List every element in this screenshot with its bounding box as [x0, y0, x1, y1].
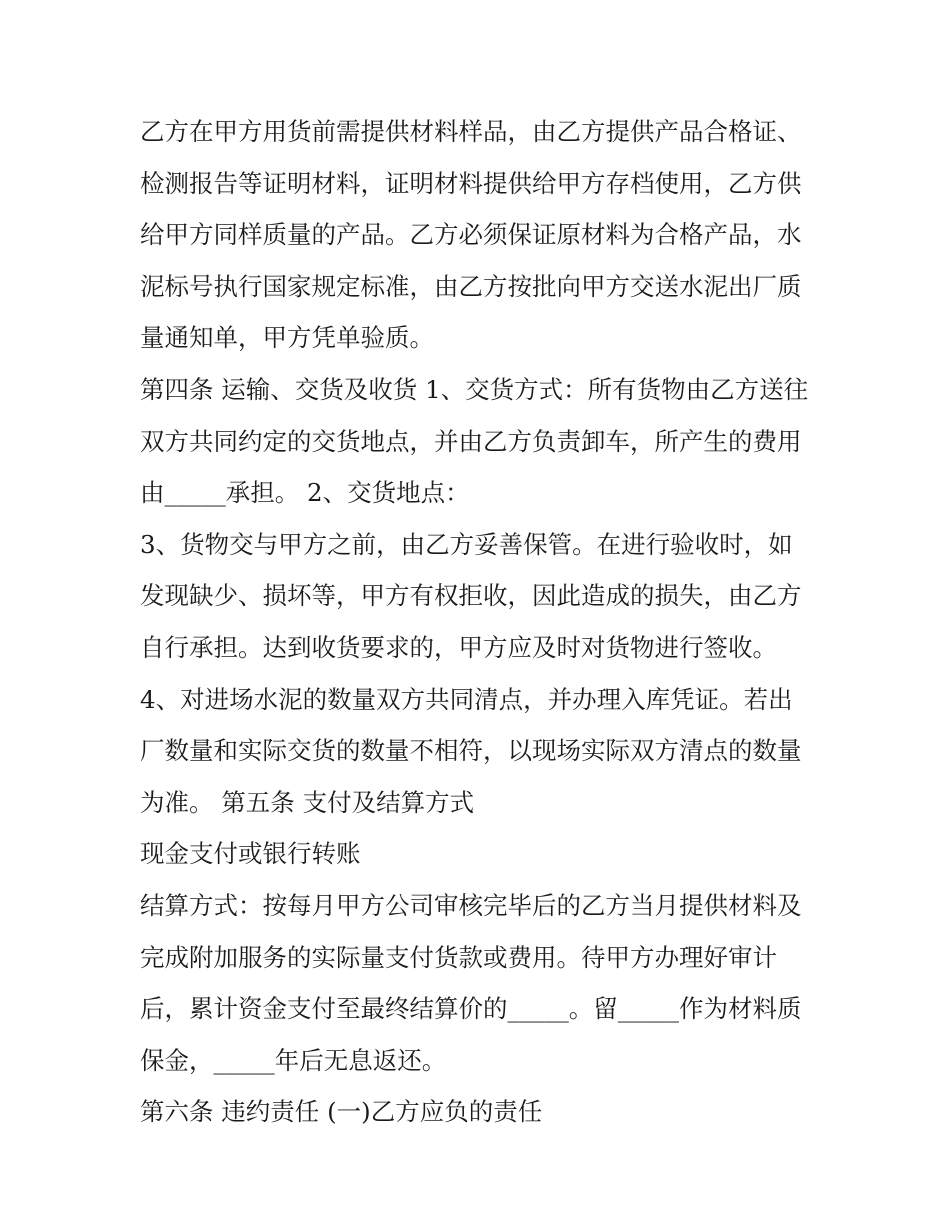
text-line: 3、货物交与甲方之前，由乙方妥善保管。在进行验收时，如: [140, 529, 793, 559]
section-6-heading-line: 第六条 违约责任 (一)乙方应负的责任: [140, 1097, 543, 1127]
text-line: 后，累计资金支付至最终结算价的_____。留_____作为材料质: [140, 994, 802, 1024]
text-line: 给甲方同样质量的产品。乙方必须保证原材料为合格产品，水: [140, 220, 802, 250]
text-line: 完成附加服务的实际量支付货款或费用。待甲方办理好审计: [140, 942, 777, 972]
text-line: 检测报告等证明材料，证明材料提供给甲方存档使用，乙方供: [140, 168, 802, 198]
text-line: 双方共同约定的交货地点，并由乙方负责卸车，所产生的费用: [140, 426, 802, 456]
text-line: 由_____承担。 2、交货地点：: [140, 478, 470, 508]
text-line: 自行承担。达到收货要求的，甲方应及时对货物进行签收。: [140, 632, 777, 662]
section-5-heading-line: 为准。 第五条 支付及结算方式: [140, 787, 475, 817]
text-line: 保金，_____年后无息返还。: [140, 1045, 447, 1075]
text-line: 泥标号执行国家规定标准，由乙方按批向甲方交送水泥出厂质: [140, 271, 802, 301]
text-line: 发现缺少、损坏等，甲方有权拒收，因此造成的损失，由乙方: [140, 581, 802, 611]
text-line: 乙方在甲方用货前需提供材料样品，由乙方提供产品合格证、: [140, 117, 802, 146]
contract-body-text: [140, 106, 820, 1138]
text-line: 4、对进场水泥的数量双方共同清点，并办理入库凭证。若出: [140, 684, 793, 714]
text-line: 厂数量和实际交货的数量不相符，以现场实际双方清点的数量: [140, 736, 802, 766]
section-4-heading-line: 第四条 运输、交货及收货 1、交货方式：所有货物由乙方送往: [140, 374, 809, 404]
text-line: 现金支付或银行转账: [140, 839, 361, 869]
text-line: 量通知单，甲方凭单验质。: [140, 323, 434, 353]
text-line: 结算方式：按每月甲方公司审核完毕后的乙方当月提供材料及: [140, 890, 802, 920]
